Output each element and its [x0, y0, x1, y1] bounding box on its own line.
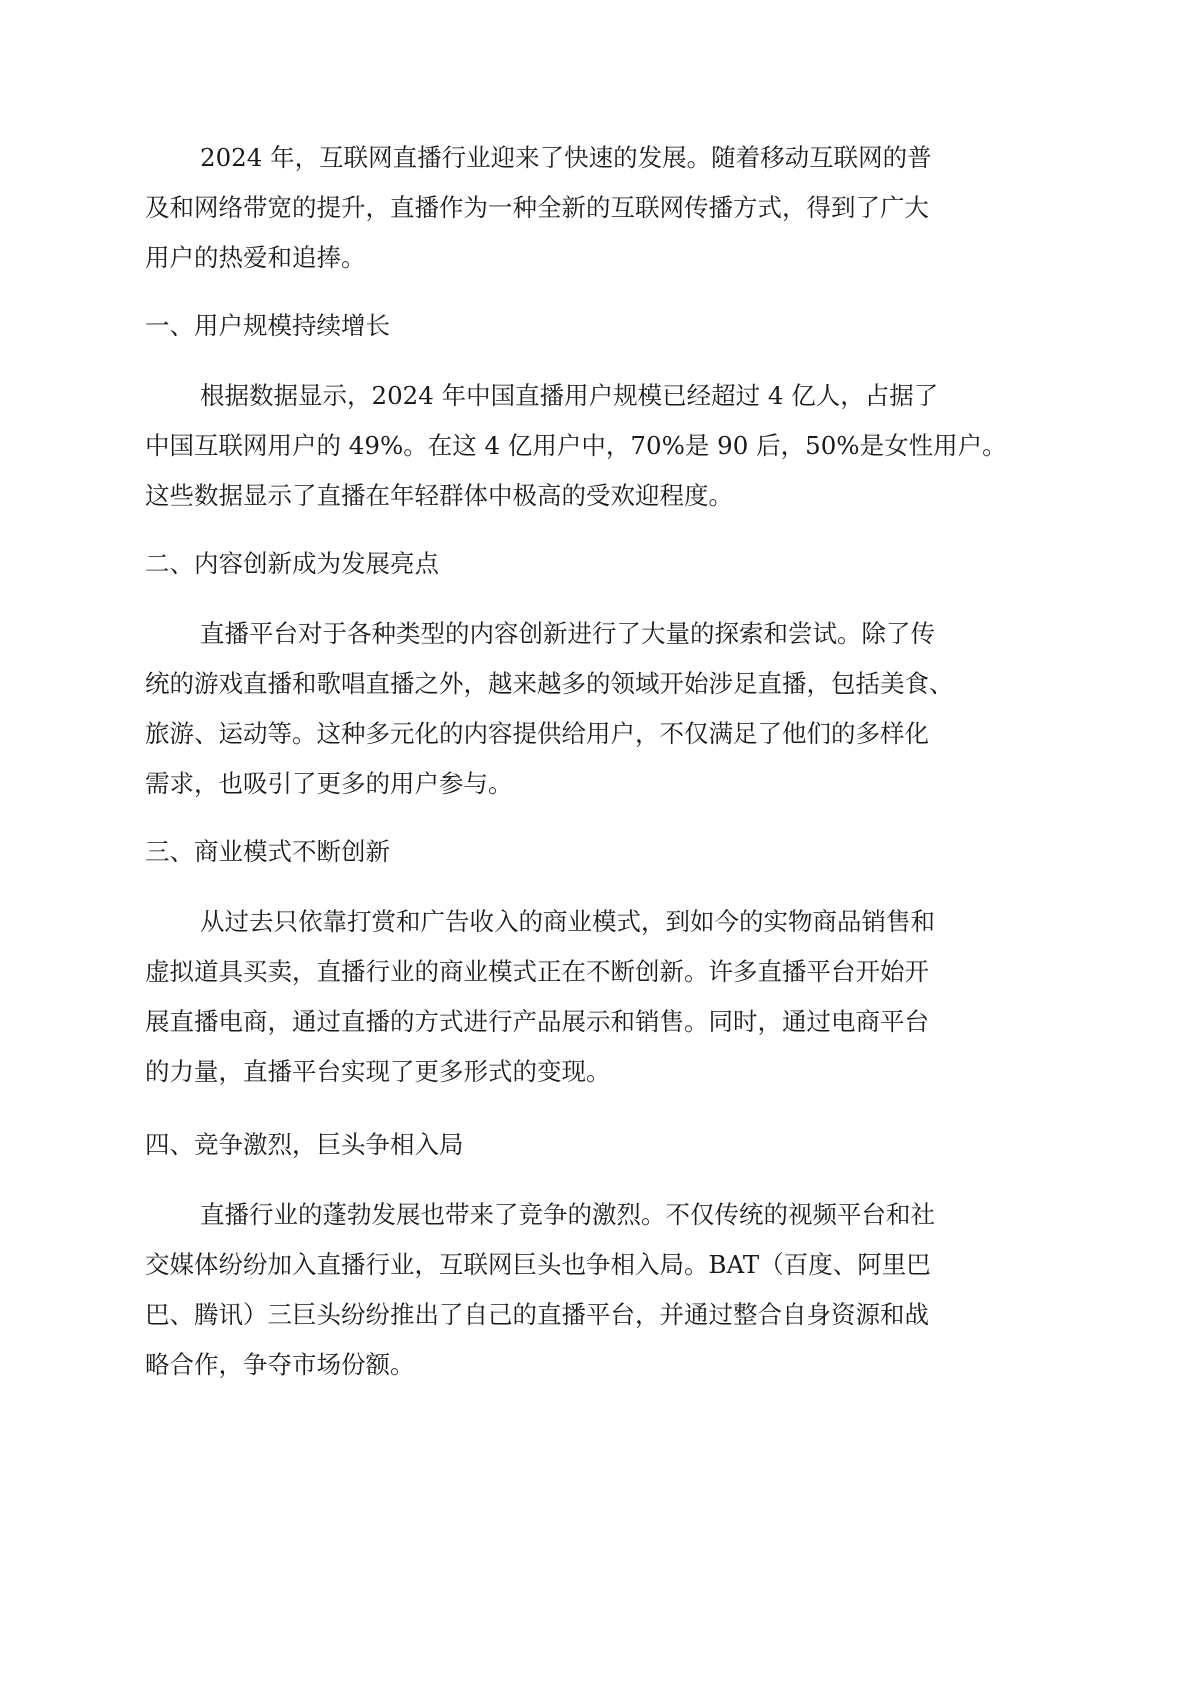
paragraph-line: 中国互联网用户的 49%。在这 4 亿用户中，70%是 90 后，50%是女性用户。 — [145, 431, 1007, 460]
paragraph-line: 用户的热爱和追捧。 — [145, 243, 366, 272]
section-heading-1 — [145, 301, 1045, 351]
paragraph-line: 展直播电商，通过直播的方式进行产品展示和销售。同时，通过电商平台 — [145, 1007, 929, 1036]
paragraph-line: 这些数据显示了直播在年轻群体中极高的受欢迎程度。 — [145, 481, 733, 510]
section-heading-3 — [145, 827, 1045, 877]
section2-paragraph — [145, 609, 1045, 809]
paragraph-line: 交媒体纷纷加入直播行业，互联网巨头也争相入局。BAT（百度、阿里巴 — [145, 1250, 931, 1279]
paragraph-line: 需求，也吸引了更多的用户参与。 — [145, 769, 513, 798]
section1-paragraph — [145, 371, 1045, 521]
heading-text: 二、内容创新成为发展亮点 — [145, 549, 439, 578]
section3-paragraph — [145, 897, 1045, 1097]
paragraph-line: 直播行业的蓬勃发展也带来了竞争的激烈。不仅传统的视频平台和社 — [200, 1200, 935, 1229]
section-heading-4 — [145, 1120, 1045, 1170]
paragraph-line: 及和网络带宽的提升，直播作为一种全新的互联网传播方式，得到了广大 — [145, 193, 929, 222]
paragraph-line: 2024 年，互联网直播行业迎来了快速的发展。随着移动互联网的普 — [200, 143, 932, 172]
paragraph-line: 的力量，直播平台实现了更多形式的变现。 — [145, 1057, 611, 1086]
heading-text: 四、竞争激烈，巨头争相入局 — [145, 1130, 464, 1159]
intro-paragraph — [145, 133, 1045, 283]
paragraph-line: 统的游戏直播和歌唱直播之外，越来越多的领域开始涉足直播，包括美食、 — [145, 669, 954, 698]
heading-text: 一、用户规模持续增长 — [145, 311, 390, 340]
paragraph-line: 虚拟道具买卖，直播行业的商业模式正在不断创新。许多直播平台开始开 — [145, 957, 929, 986]
paragraph-line: 旅游、运动等。这种多元化的内容提供给用户，不仅满足了他们的多样化 — [145, 719, 929, 748]
paragraph-line: 直播平台对于各种类型的内容创新进行了大量的探索和尝试。除了传 — [200, 619, 935, 648]
paragraph-line: 根据数据显示，2024 年中国直播用户规模已经超过 4 亿人，占据了 — [200, 381, 939, 410]
heading-text: 三、商业模式不断创新 — [145, 837, 390, 866]
paragraph-line: 略合作，争夺市场份额。 — [145, 1350, 415, 1379]
section-heading-2 — [145, 539, 1045, 589]
paragraph-line: 从过去只依靠打赏和广告收入的商业模式，到如今的实物商品销售和 — [200, 907, 935, 936]
section4-paragraph — [145, 1190, 1045, 1390]
paragraph-line: 巴、腾讯）三巨头纷纷推出了自己的直播平台，并通过整合自身资源和战 — [145, 1300, 929, 1329]
